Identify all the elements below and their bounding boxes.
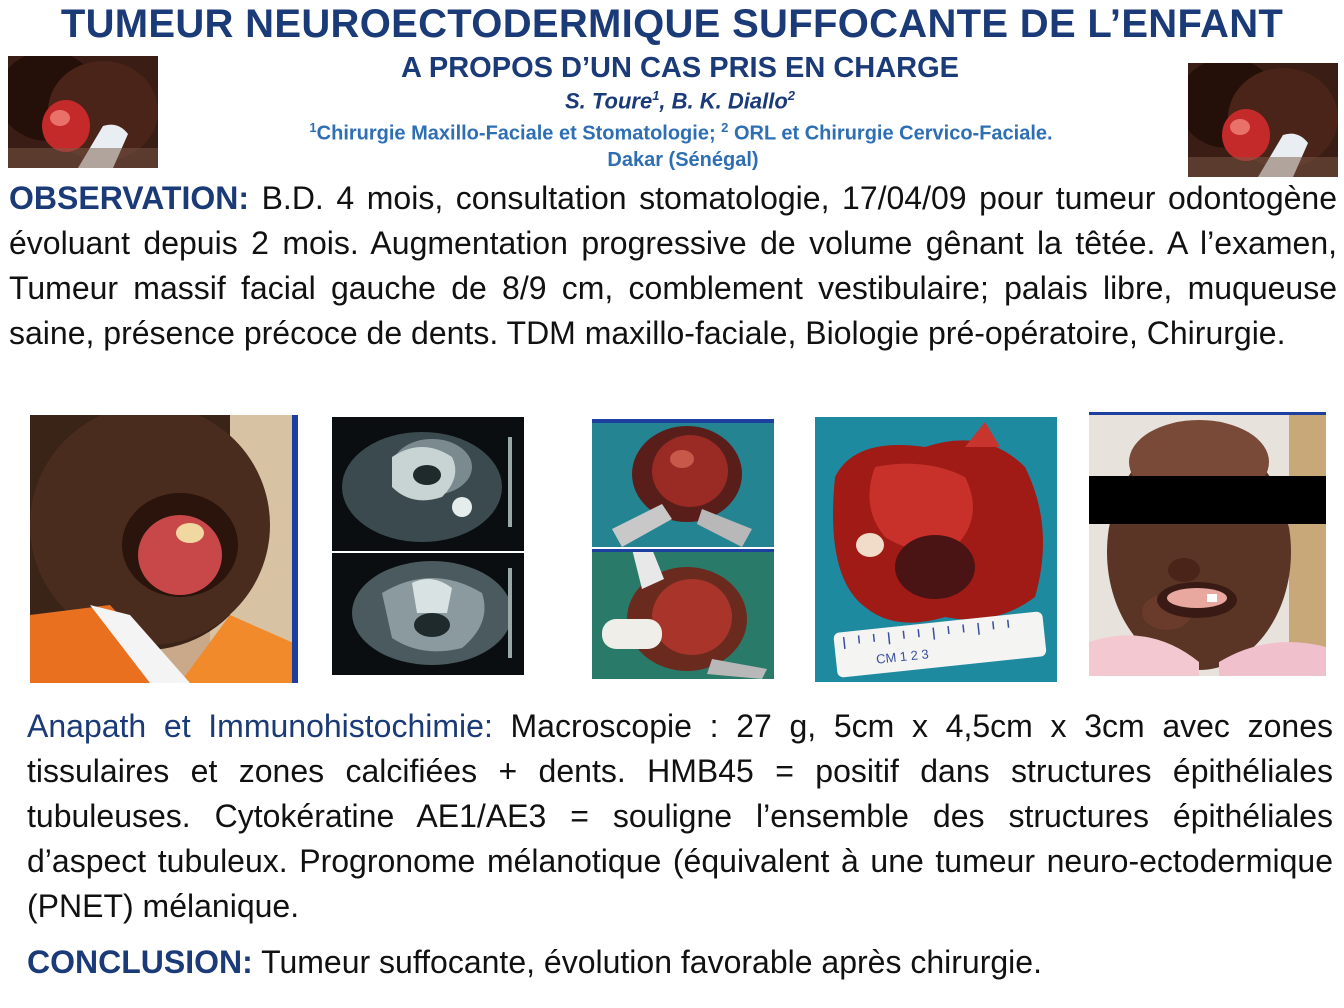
header-photo-right [1188, 63, 1338, 177]
photo-child-postop [1089, 412, 1326, 676]
affil-2-sup: 2 [721, 120, 729, 135]
author-2-sup: 2 [787, 88, 796, 103]
author-2: B. K. Diallo [671, 88, 788, 114]
conclusion-label: CONCLUSION: [27, 944, 253, 980]
photo-ct-scan-lower [332, 553, 524, 675]
photo-child-open-mouth [30, 415, 298, 683]
affil-2: ORL et Chirurgie Cervico-Faciale. [728, 122, 1053, 145]
author-separator: , [659, 88, 672, 114]
photo-surgery-lower [592, 549, 774, 679]
affil-1: Chirurgie Maxillo-Faciale et Stomatologie; [316, 122, 722, 145]
anapath-text: Macroscopie : 27 g, 5cm x 4,5cm x 3cm avec zones tissulaires et zones calcifiées + dents. HMB45 = positif dans structures épithéliales tubuleuses. Cytokératine AE1/AE3 = souligne l’ensemble des structures épithéliales d’aspect tubuleux. Progronome mélanotique (équivalent à une tumeur neuro-ectodermique (PNET) mélanique. [27, 708, 1333, 924]
observation-text: B.D. 4 mois, consultation stomatologie, 17/04/09 pour tumeur odontogène évoluant depuis 2 mois. Augmentation progressive de volume gênant la têtée. A l’examen, Tumeur massif facial gauche de 8/9 cm, comblement vestibulaire; palais libre, muqueuse saine, présence précoce de dents. TDM maxillo-faciale, Biologie pré-opératoire, Chirurgie. [9, 180, 1337, 351]
header-photo-left [8, 56, 158, 168]
photo-ct-scan-upper [332, 417, 524, 551]
poster-subtitle: A PROPOS D’UN CAS PRIS EN CHARGE [400, 52, 960, 84]
author-1-sup: 1 [652, 88, 660, 103]
affiliations-line [0, 120, 1344, 146]
photo-resected-tumor [815, 417, 1057, 682]
conclusion-paragraph [27, 940, 1333, 985]
authors-line [0, 88, 1344, 114]
affil-1-sup: 1 [309, 120, 317, 135]
anapath-label: Anapath et Immunohistochimie: [27, 708, 493, 744]
location-line: Dakar (Sénégal) [607, 149, 759, 171]
anapath-paragraph [27, 704, 1333, 929]
photo-surgery-upper [592, 419, 774, 547]
conclusion-text: Tumeur suffocante, évolution favorable après chirurgie. [252, 944, 1042, 980]
observation-label: OBSERVATION: [9, 180, 250, 216]
poster-title: TUMEUR NEUROECTODERMIQUE SUFFOCANTE DE L’ENFANT [60, 2, 1284, 46]
observation-paragraph [9, 176, 1337, 356]
author-1: S. Toure [564, 88, 653, 114]
ruler-text: CM 1 2 3 [875, 646, 930, 667]
